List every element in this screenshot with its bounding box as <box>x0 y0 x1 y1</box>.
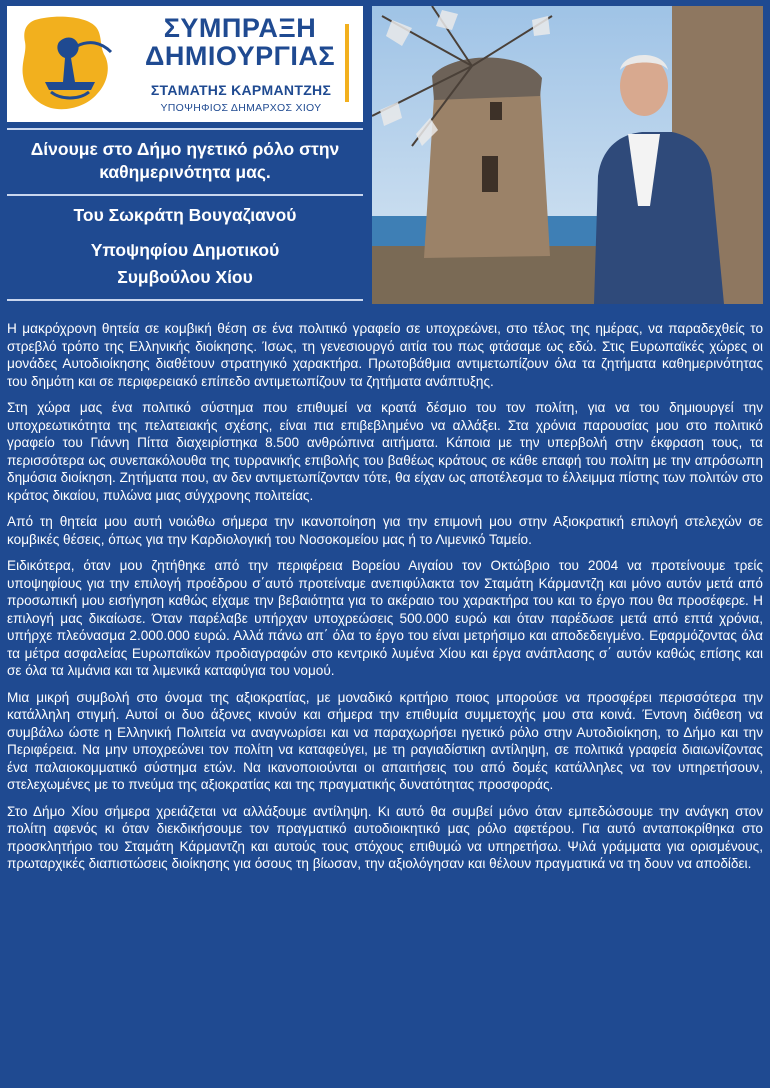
article-body <box>7 320 763 882</box>
paragraph: Η μακρόχρονη θητεία σε κομβική θέση σε ένα πολιτικό γραφείο σε υποχρεώνει, στο τέλος της ημέρας, να παραδεχθείς το στρεβλό τρόπο της Ελληνικής διοίκησης. Ίσως, τη γενεσιουργό αιτία του πως φτάσαμε ως εδώ. Στις Ευρωπαϊκές χώρες οι μονάδες Αυτοδιοίκησης διαθέτουν στρατηγικό χαρακτήρα. Πρωτοβάθμια αντιμετωπίζουν όλα τα ζητήματα καθημερινότητας του δημότη και σε περιφερειακό επίπεδο αντιμετωπίζουν τα ζητήματα ανάπτυξης. <box>7 321 763 389</box>
windmill-photo-icon <box>372 6 763 304</box>
paragraph: Μια μικρή συμβολή στο όνομα της αξιοκρατίας, με μοναδικό κριτήριο ποιος μπορούσε να προσφέρει περισσότερα την κατάλληλη στιγμή. Αυτοί οι δυο άξονες κινούν και σήμερα την επιθυμία συμμετοχής μου στα κοινά. Έντονη διάθεση να συμβάλω ώστε η Ελληνική Πολιτεία να αναγνωρίσει και να παραχωρήσει ηγετικό ρόλο στην Αυτοδιοίκηση, το Δήμο και την Περιφέρεια. Να μην υποχρεώνει τον πολίτη να καταφεύγει, με τη ραγιαδίστικη αντίληψη, σε πολιτικά γραφεία διαιωνίζοντας ένα παλαιοκομματικό σύστημα ετών. Να ικανοποιούνται οι απαιτήσεις του από δομές κατάλληλες να τον υπηρετήσουν, στελεχωμένες με το πνεύμα της αξιοκρατίας και της πραγματικής δυνατότητας προσφοράς. <box>7 689 763 792</box>
paragraph: Στο Δήμο Χίου σήμερα χρειάζεται να αλλάξουμε αντίληψη. Κι αυτό θα συμβεί μόνο όταν εμπεδώσουμε την ανάγκη στον πολίτη αφενός κι όταν διεκδικήσουμε τον πραγματικό αυτοδιοικητικό μας ρόλο αφετέρου. Για αυτό ανταποκρίθηκα στο προσκλητήριο του Σταμάτη Κάρμαντζη και αυτούς τους στόχους επιθυμώ να υπηρετήσω. Ψιλά γράμματα για ορισμένους, πρωταρχικές διαπιστώσεις διοίκησης για όσους τη βίωσαν, την αξιολόγησαν και θέλουν πραγματικά να τη δουν να αποδίδει. <box>7 803 763 871</box>
headline-block <box>7 128 363 301</box>
paragraph: Στη χώρα μας ένα πολιτικό σύστημα που επιθυμεί να κρατά δέσμιο του τον πολίτη, για να του δημιουργεί την υποχρεωτικότητα της πελατειακής σχέσης, είναι πια επιβεβλημένο να αλλάξει. Στα χρόνια παρουσίας μου στο πολιτικό γραφείο του Γιάννη Πίττα διαχειρίστηκα 8.500 ανθρώπινα αιτήματα. Κάποια με την υπερβολή στην έκφραση τους, τα περισσότερα ως συνεπακόλουθα της τυρρανικής επιβολής του βαθέως κράτους σε κάθε επαφή του πολίτη με την απρόσωπη δημόσια διοίκηση. Ζητήματα που, αν δεν αντιμετωπίζονταν τότε, θα είχαν ως αποτέλεσμα το έλλειμμα πίστης των πολιτών στο κράτος δικαίου, πυλώνα μιας σύγχρονης πολιτείας. <box>7 400 763 503</box>
logo-title <box>135 14 345 70</box>
author-line: Του Σωκράτη Βουγαζιανού <box>73 205 297 225</box>
paragraph: Ειδικότερα, όταν μου ζητήθηκε από την περιφέρεια Βορείου Αιγαίου τον Οκτώβριο του 2004 να προτείνουμε τρείς υποψηφίους για την επιλογή προέδρου σ΄αυτό προτείναμε ανεπιφύλακτα τον Σταμάτη Κάρμαντζη και μόνο αυτόν μετά από προσωπική μου εισήγηση καθώς είχαμε την βεβαιότητα για το ακέραιο του χαρακτήρα του και το έργο που θα προσέφερε. Η επιλογή μας δικαίωσε. Όταν παρέλαβε υπήρχαν υποχρεώσεις 500.000 ευρώ και όταν παρέδωσε μετά από επτά χρόνια, υπήρχε πλεόνασμα 2.000.000 ευρώ. Αλλά πάνω απ΄ όλα το έργο του είναι μετρήσιμο και αποδεδειγμένο. Εφαρμόζοντας όλα τα μέτρα ασφαλείας Ευρωπαϊκών προδιαγραφών στο κεντρικό λυμένα Χίου και έργα ανάπλασης σ΄ αυτόν καθώς επίσης και σε όλα τα λιμάνια και τα λιμενικά καταφύγια του νομού. <box>7 558 763 678</box>
logo <box>7 6 363 122</box>
middle-divider <box>7 194 363 196</box>
author-role-line1: Υποψηφίου Δημοτικού <box>90 240 280 260</box>
candidate-name: ΣΤΑΜΑΤΗΣ ΚΑΡΜΑΝΤΖΗΣ <box>150 82 332 98</box>
headline: Δίνουμε στο Δήμο ηγετικό ρόλο στην καθημερινότητα μας. <box>30 139 340 182</box>
author-role-line2: Συμβούλου Χίου <box>117 267 253 287</box>
paragraph: Από τη θητεία μου αυτή νοιώθω σήμερα την ικανοποίηση για την επιμονή μου στην Αξιοκρατική επιλογή στελεχών σε κομβικές θέσεις, όπως για την Καρδιολογική του Νοσοκομείου μας ή το Λιμενικό Ταμείο. <box>7 514 763 547</box>
top-divider <box>7 128 363 130</box>
candidate-role: ΥΠΟΨΗΦΙΟΣ ΔΗΜΑΡΧΟΣ ΧΙΟΥ <box>160 102 322 114</box>
chios-map-goddess-icon <box>15 12 133 116</box>
logo-title-line2: ΔΗΜΙΟΥΡΓΙΑΣ <box>144 41 336 71</box>
portrait-photo <box>372 6 763 304</box>
logo-title-line1: ΣΥΜΠΡΑΞΗ <box>163 13 317 43</box>
bottom-divider <box>7 299 363 301</box>
